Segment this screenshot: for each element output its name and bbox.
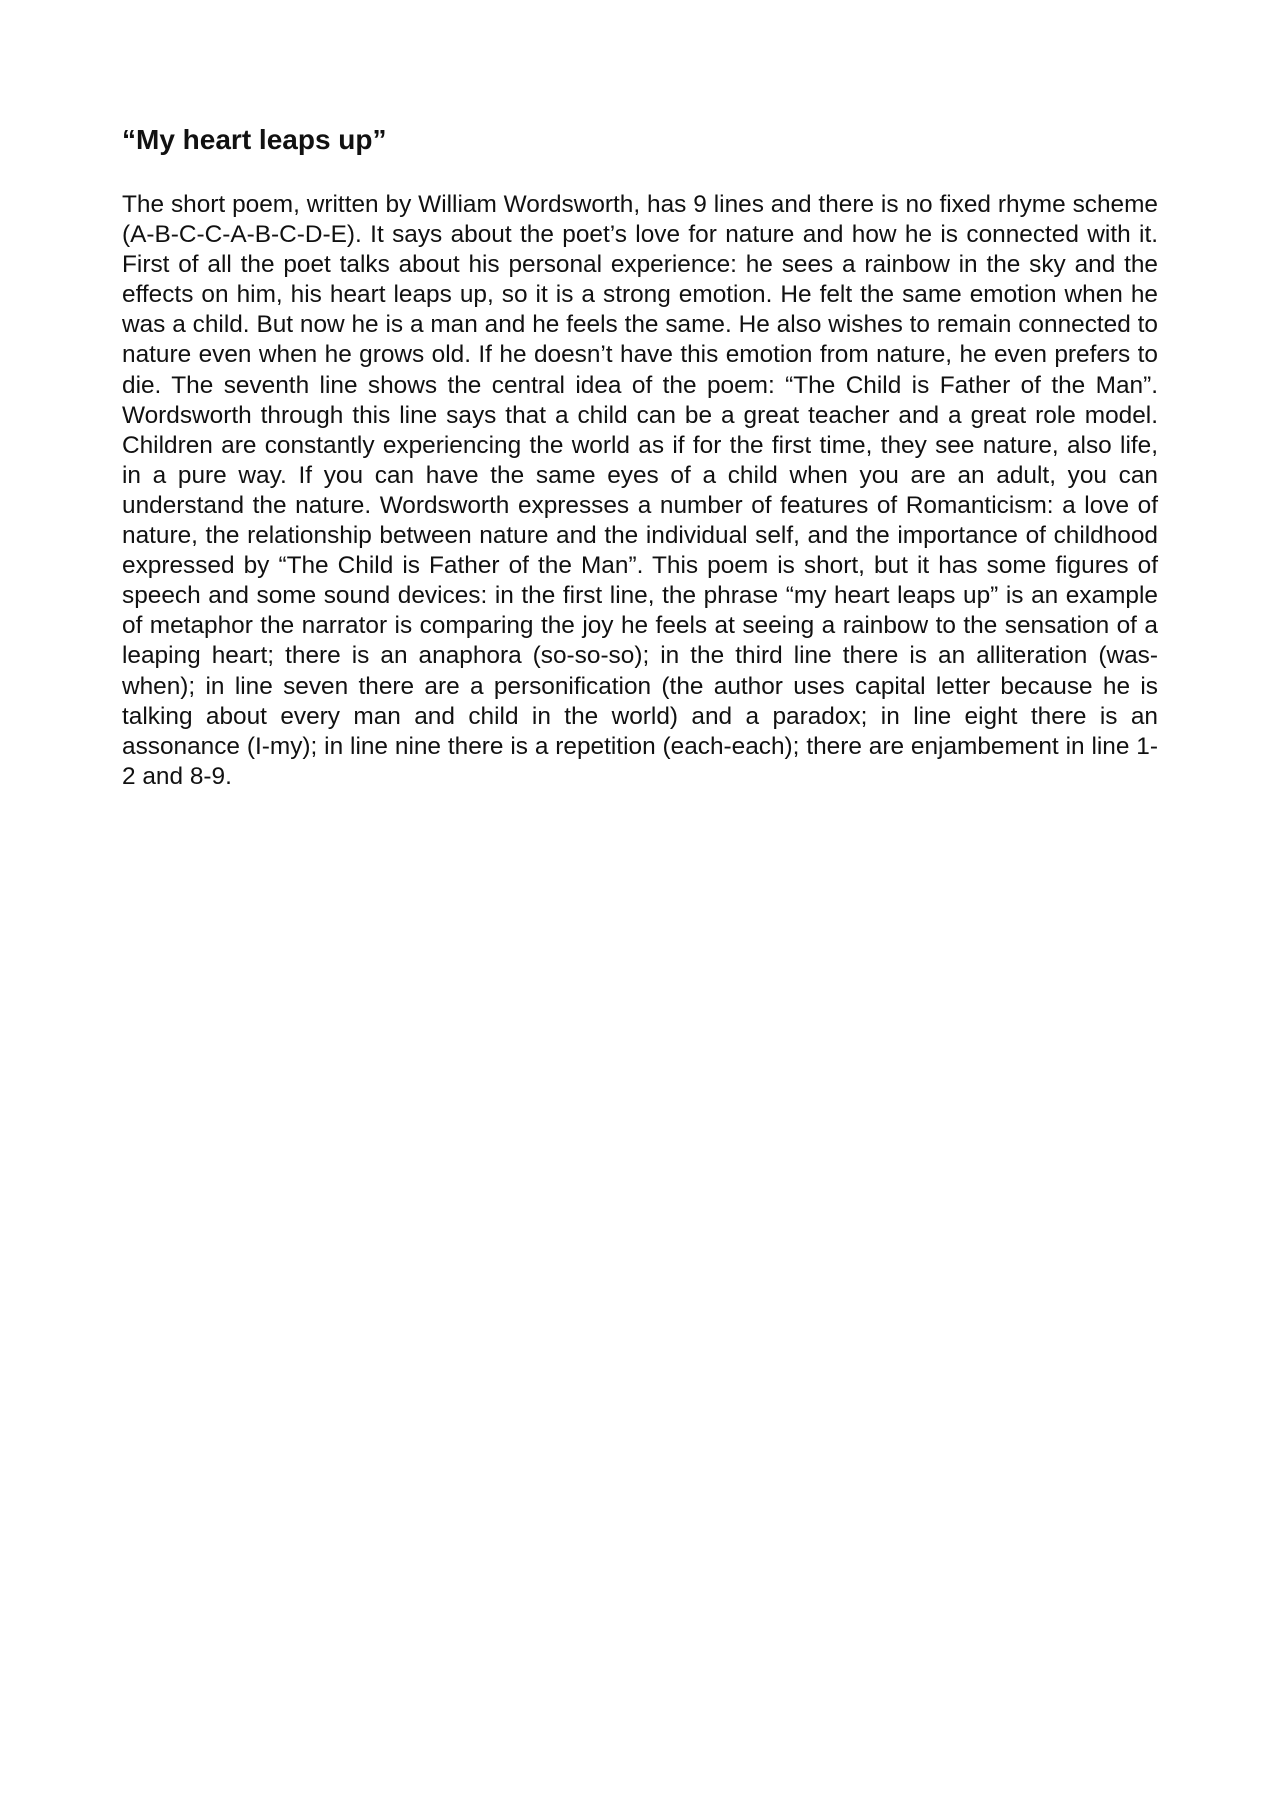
- body-paragraph: The short poem, written by William Wordsworth, has 9 lines and there is no fixed rhyme scheme (A-B-C-C-A-B-C-D-E). It says about the poet’s love for nature and how he is connected with it. First of all the poet talks about his personal experience: he sees a rainbow in the sky and the effects on him, his heart leaps up, so it is a strong emotion. He felt the same emotion when he was a child. But now he is a man and he feels the same. He also wishes to remain connected to nature even when he grows old. If he doesn’t have this emotion from nature, he even prefers to die. The seventh line shows the central idea of the poem: “The Child is Father of the Man”. Wordsworth through this line says that a child can be a great teacher and a great role model. Children are constantly experiencing the world as if for the first time, they see nature, also life, in a pure way. If you can have the same eyes of a child when you are an adult, you can understand the nature. Wordsworth expresses a number of features of Romanticism: a love of nature, the relationship between nature and the individual self, and the importance of childhood expressed by “The Child is Father of the Man”. This poem is short, but it has some figures of speech and some sound devices: in the first line, the phrase “my heart leaps up” is an example of metaphor the narrator is comparing the joy he feels at seeing a rainbow to the sensation of a leaping heart; there is an anaphora (so-so-so); in the third line there is an alliteration (was-when); in line seven there are a personification (the author uses capital letter because he is talking about every man and child in the world) and a paradox; in line eight there is an assonance (I-my); in line nine there is a repetition (each-each); there are enjambement in line 1-2 and 8-9.: [122, 191, 1158, 790]
- document-content: [122, 120, 1158, 792]
- document-title: “My heart leaps up”: [122, 124, 387, 155]
